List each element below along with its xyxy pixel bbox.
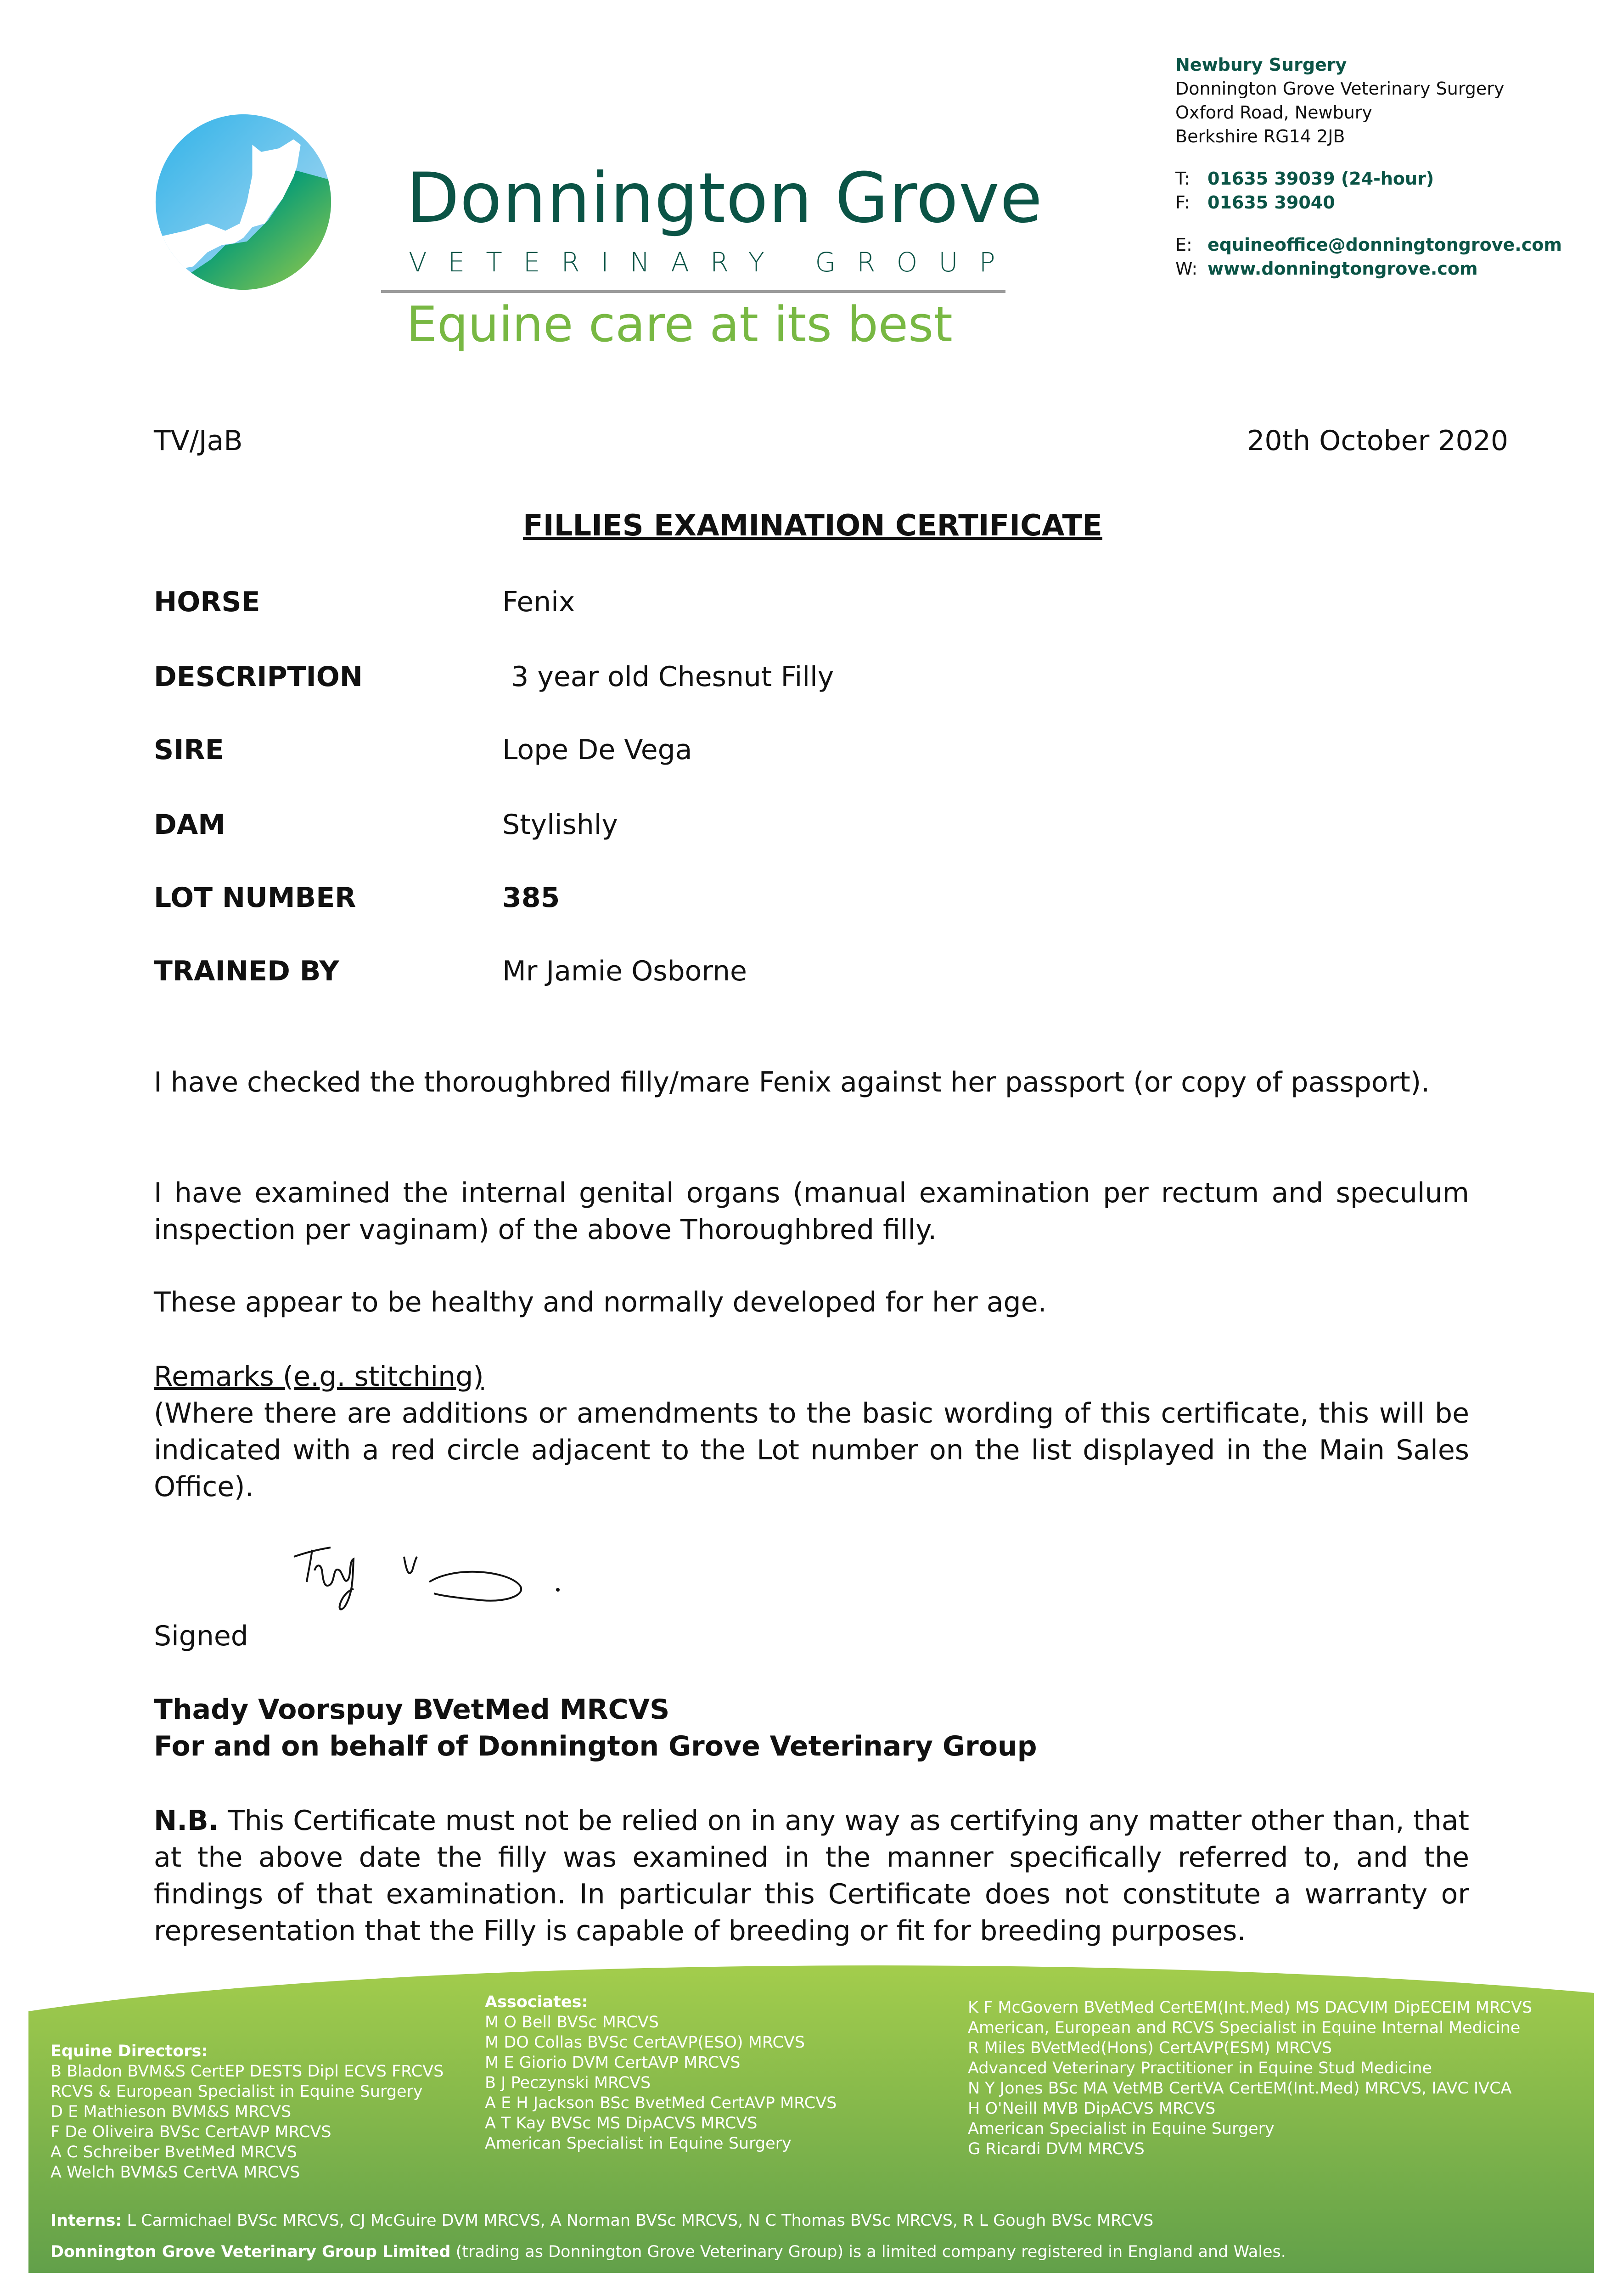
director-item: RCVS & European Specialist in Equine Surgery	[51, 2082, 423, 2101]
associate-item: M E Giorio DVM CertAVP MRCVS	[485, 2054, 741, 2072]
associate-item: M DO Collas BVSc CertAVP(ESO) MRCVS	[485, 2033, 805, 2052]
certificate-title: FILLIES EXAMINATION CERTIFICATE	[523, 509, 1102, 543]
horse-logo-icon	[154, 113, 333, 292]
page-bottom-margin	[0, 2273, 1623, 2296]
field-value-horse: Fenix	[502, 586, 575, 618]
signed-label: Signed	[154, 1620, 248, 1652]
reference: TV/JaB	[154, 425, 243, 457]
associate-item: G Ricardi DVM MRCVS	[968, 2140, 1145, 2158]
field-value-dam: Stylishly	[502, 809, 618, 841]
nb-label: N.B.	[154, 1805, 219, 1837]
remarks-section	[154, 1358, 1469, 1505]
associates-column	[485, 1992, 837, 2154]
field-value-trained-by: Mr Jamie Osborne	[502, 955, 747, 987]
associate-item: Advanced Veterinary Practitioner in Equine Stud Medicine	[968, 2059, 1432, 2077]
company-registration-text: (trading as Donnington Grove Veterinary Group) is a limited company registered in England and Wales.	[450, 2243, 1286, 2261]
field-label-sire: SIRE	[154, 734, 224, 766]
field-label-description: DESCRIPTION	[154, 661, 363, 693]
paragraph-examination: I have examined the internal genital organs (manual examination per rectum and speculum inspection per vaginam) of the above Thoroughbred filly.	[154, 1177, 1469, 1246]
associate-item: American, European and RCVS Specialist in Equine Internal Medicine	[968, 2019, 1521, 2037]
surgery-name: Newbury Surgery	[1175, 55, 1347, 75]
director-item: F De Oliveira BVSc CertAVP MRCVS	[51, 2123, 331, 2141]
associate-item: M O Bell BVSc MRCVS	[485, 2013, 659, 2032]
interns-list: L Carmichael BVSc MRCVS, CJ McGuire DVM MRCVS, A Norman BVSc MRCVS, N C Thomas BVSc MRCVS, R L Gough BVSc MRCVS	[122, 2212, 1154, 2230]
field-label-lot-number: LOT NUMBER	[154, 882, 356, 914]
document-date: 20th October 2020	[1247, 425, 1508, 457]
email-label: E:	[1175, 235, 1192, 255]
nb-text: This Certificate must not be relied on in any way as certifying any matter other than, that at the above date the filly was examined in the manner specifically referred to, and the findings of that examination. In particular this Certificate does not constitute a warranty or representation that the Filly is capable of breeding or fit for breeding purposes.	[154, 1805, 1469, 1947]
remarks-text: (Where there are additions or amendments to the basic wording of this certificate, this will be indicated with a red circle adjacent to the Lot number on the list displayed in the Main Sales Office).	[154, 1397, 1469, 1503]
brand-name: Donnington Grove	[406, 158, 1043, 238]
director-item: A Welch BVM&S CertVA MRCVS	[51, 2163, 300, 2182]
nb-disclaimer	[154, 1802, 1469, 1949]
interns-line	[51, 2211, 1153, 2231]
field-label-trained-by: TRAINED BY	[154, 955, 339, 987]
brand-divider	[381, 290, 1005, 293]
address-line: Oxford Road, Newbury	[1175, 102, 1372, 123]
fax-label: F:	[1175, 192, 1190, 213]
associate-item: American Specialist in Equine Surgery	[968, 2120, 1275, 2138]
associate-item: A E H Jackson BSc BvetMed CertAVP MRCVS	[485, 2094, 837, 2112]
associate-item: R Miles BVetMed(Hons) CertAVP(ESM) MRCVS	[968, 2039, 1332, 2057]
associate-item: A T Kay BVSc MS DipACVS MRCVS	[485, 2114, 758, 2133]
address-line: Donnington Grove Veterinary Surgery	[1175, 79, 1505, 99]
associates-column-2	[968, 1998, 1532, 2159]
director-item: D E Mathieson BVM&S MRCVS	[51, 2103, 292, 2121]
remarks-heading: Remarks (e.g. stitching)	[154, 1361, 484, 1393]
field-value-description: 3 year old Chesnut Filly	[502, 661, 834, 693]
website-link[interactable]: www.donningtongrove.com	[1207, 259, 1478, 279]
web-label: W:	[1175, 259, 1198, 279]
company-line	[51, 2242, 1286, 2262]
field-label-horse: HORSE	[154, 586, 260, 618]
associate-item: American Specialist in Equine Surgery	[485, 2134, 792, 2153]
director-item: A C Schreiber BvetMed MRCVS	[51, 2143, 297, 2161]
paragraph-health: These appear to be healthy and normally developed for her age.	[154, 1286, 1047, 1318]
associates-heading: Associates:	[485, 1993, 588, 2011]
paragraph-passport-check: I have checked the thoroughbred filly/mare Fenix against her passport (or copy of passport).	[154, 1066, 1430, 1098]
contact-block	[1175, 53, 1562, 281]
fax-number: 01635 39040	[1207, 192, 1335, 213]
directors-heading: Equine Directors:	[51, 2042, 208, 2060]
associate-item: H O'Neill MVB DipACVS MRCVS	[968, 2099, 1216, 2118]
signatory-name: Thady Voorspuy BVetMed MRCVS	[154, 1694, 670, 1726]
interns-label: Interns:	[51, 2212, 122, 2230]
field-value-lot-number: 385	[502, 882, 560, 914]
field-value-sire: Lope De Vega	[502, 734, 692, 766]
directors-column	[51, 2041, 444, 2183]
associate-item: K F McGovern BVetMed CertEM(Int.Med) MS DACVIM DipECEIM MRCVS	[968, 1998, 1533, 2017]
on-behalf-of: For and on behalf of Donnington Grove Veterinary Group	[154, 1730, 1037, 1762]
associate-item: N Y Jones BSc MA VetMB CertVA CertEM(Int.Med) MRCVS, IAVC IVCA	[968, 2079, 1512, 2098]
signature	[289, 1538, 574, 1621]
company-name: Donnington Grove Veterinary Group Limited	[51, 2243, 451, 2261]
brand-subtitle: VETERINARY GROUP	[409, 247, 1016, 278]
address-line: Berkshire RG14 2JB	[1175, 126, 1345, 146]
field-label-dam: DAM	[154, 809, 225, 841]
brand-tagline: Equine care at its best	[406, 296, 953, 353]
email-link[interactable]: equineoffice@donningtongrove.com	[1207, 235, 1562, 255]
phone-label: T:	[1175, 169, 1190, 189]
phone-number[interactable]: 01635 39039 (24-hour)	[1207, 169, 1434, 189]
director-item: B Bladon BVM&S CertEP DESTS Dipl ECVS FRCVS	[51, 2062, 444, 2081]
associate-item: B J Peczynski MRCVS	[485, 2074, 651, 2092]
